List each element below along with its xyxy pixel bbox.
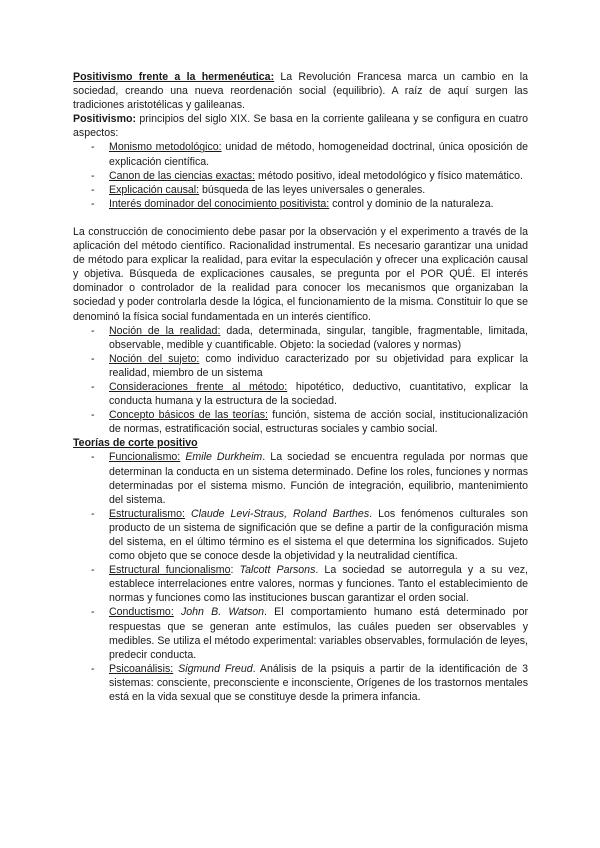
theories-list (73, 450, 528, 704)
list-item: - Interés dominador del conocimiento positivista: control y dominio de la naturaleza. (109, 197, 528, 211)
list-item: - Concepto básicos de las teorías: función, sistema de acción social, institucionalización de normas, estratificación social, estructuras sociales y cambio social. (109, 408, 528, 436)
aspects-list (73, 140, 528, 210)
list-item: - Noción del sujeto: como individuo caracterizado por su objetividad para explicar la realidad, miembro de un sistema (109, 352, 528, 380)
list-item: - Estructuralismo: Claude Levi-Straus, Roland Barthes. Los fenómenos culturales son producto de un sistema de significación que se define a partir de la configuración misma del sistema, en el último término es el sistema el que determina los significados. Sujeto como objeto que se conoce desde la objetividad y la neutralidad científica. (109, 507, 528, 563)
notions-list (73, 324, 528, 437)
section-positivismo (73, 112, 528, 140)
list-item: - Monismo metodológico: unidad de método, homogeneidad doctrinal, única oposición de explicación científica. (109, 140, 528, 168)
author: Sigmund Freud (178, 662, 253, 675)
list-item: - Funcionalismo: Emile Durkheim. La sociedad se encuentra regulada por normas que determinan la conducta en un sistema determinado. Define los roles, funciones y normas determinadas por el sistema mismo. Función de integración, equilibrio, mantenimiento del sistema. (109, 450, 528, 506)
list-item: - Estructural funcionalismo: Talcott Parsons. La sociedad se autorregula y a su vez, establece interrelaciones entre valores, normas y funciones. Tanto el establecimiento de normas y funciones como las instituciones buscan garantizar el orden social. (109, 563, 528, 605)
paragraph-text: La Revolución Francesa marca un cambio en la sociedad, creando una nueva reordenación social (equilibrio). A raíz de aquí surgen las tradiciones aristotélicas y galileanas. (73, 71, 528, 112)
list-item: - Noción de la realidad: dada, determinada, singular, tangible, fragmentable, limitada, observable, medible y cuantificable. Objeto: la sociedad (valores y normas) (109, 324, 528, 352)
list-item: - Explicación causal: búsqueda de las leyes universales o generales. (109, 183, 528, 197)
list-item: - Canon de las ciencias exactas: método positivo, ideal metodológico y físico matemático. (109, 169, 528, 183)
author: John B. Watson (180, 606, 265, 619)
section-teorias (73, 436, 528, 450)
heading-positivismo: Positivismo: (73, 113, 136, 126)
paragraph-text: principios del siglo XIX. Se basa en la corriente galileana y se configura en cuatro aspectos: (73, 113, 528, 140)
author: Talcott Parsons (239, 564, 316, 577)
document-page (73, 70, 528, 704)
section-hermeneutica (73, 70, 528, 112)
list-item: - Consideraciones frente al método: hipotético, deductivo, cuantitativo, explicar la conducta humana y la estructura de la sociedad. (109, 380, 528, 408)
heading-positivismo-hermeneutica: Positivismo frente a la hermenéutica: (73, 71, 275, 83)
paragraph-construccion: La construcción de conocimiento debe pasar por la observación y el experimento a través de la aplicación del método científico. Racionalidad instrumental. Es necesario garantizar una unidad de método para explicar la realidad, para evitar la especulación y ofrecer una explicación causal y objetiva. Búsqueda de explicaciones causales, se pregunta por el POR QUÉ. El interés dominador o controlador de la realidad para conocer los mecanismos que organizaban la sociedad y poder controlarla desde la lógica, el funcionamiento de la misma. Constituir lo que se denominó la física social fundamentada en un interés científico. (73, 225, 528, 323)
list-item: - Psicoanálisis: Sigmund Freud. Análisis de la psiquis a partir de la identificación de 3 sistemas: consciente, preconsciente e inconsciente, Orígenes de los trastornos mentales está en la vida sexual que se constituye desde la primera infancia. (109, 662, 528, 704)
list-item: - Conductismo: John B. Watson. El comportamiento humano está determinado por respuestas que se generan ante estímulos, las cuáles pueden ser observables y medibles. Se utiliza el método experimental: variables observables, formulación de leyes, predecir conducta. (109, 605, 528, 661)
author: Emile Durkheim (185, 451, 263, 464)
heading-teorias: Teorías de corte positivo (73, 437, 198, 450)
author: Claude Levi-Straus, Roland Barthes (190, 507, 370, 520)
